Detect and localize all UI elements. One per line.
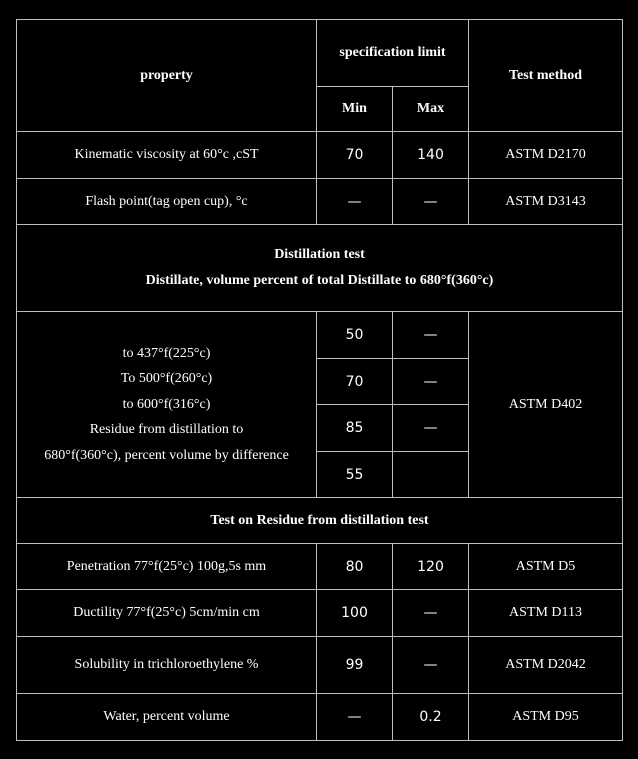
table-row [17,312,623,359]
distillation-method-cell: ASTM D402 [469,312,623,498]
min-cell: 85 [317,405,393,452]
min-cell: 70 [317,359,393,405]
property-cell: Kinematic viscosity at 60°c ,cST [17,132,317,179]
min-cell: 70 [317,132,393,179]
property-cell: Flash point(tag open cup), °c [17,179,317,225]
residue-section-header: Test on Residue from distillation test [17,498,623,544]
distillation-title: Distillation test [274,247,365,262]
distillation-line: to 437°f(225°c) [122,345,211,361]
min-cell: — [317,694,393,741]
header-test-method: Test method [469,20,623,132]
table-row [17,637,623,694]
min-cell: 100 [317,590,393,637]
min-cell: — [317,179,393,225]
max-cell: 140 [393,132,469,179]
header-spec-limit: specification limit [317,20,469,87]
table-row [17,590,623,637]
method-cell: ASTM D113 [469,590,623,637]
min-cell: 55 [317,452,393,498]
method-cell: ASTM D95 [469,694,623,741]
max-cell: 120 [393,544,469,590]
max-cell: — [393,590,469,637]
max-cell [393,452,469,498]
distillation-line: Residue from distillation to [89,422,244,438]
method-cell: ASTM D5 [469,544,623,590]
min-cell: 50 [317,312,393,359]
min-cell: 80 [317,544,393,590]
table-row [17,132,623,179]
max-cell: — [393,359,469,405]
property-cell: Water, percent volume [17,694,317,741]
table-row [17,694,623,741]
min-cell: 99 [317,637,393,694]
table-row [17,179,623,225]
property-cell: Ductility 77°f(25°c) 5cm/min cm [17,590,317,637]
method-cell: ASTM D2170 [469,132,623,179]
distillation-line: to 600°f(316°c) [122,396,211,412]
header-max: Max [393,87,469,132]
property-cell: Solubility in trichloroethylene % [17,637,317,694]
distillation-line: 680°f(360°c), percent volume by difference [44,447,289,463]
max-cell: — [393,312,469,359]
table-row [17,544,623,590]
max-cell: — [393,637,469,694]
distillation-line: To 500°f(260°c) [120,371,213,387]
max-cell: — [393,179,469,225]
max-cell: 0.2 [393,694,469,741]
method-cell: ASTM D3143 [469,179,623,225]
max-cell: — [393,405,469,452]
specification-table [16,19,623,741]
header-min: Min [317,87,393,132]
distillation-property-cell [17,312,317,498]
property-cell: Penetration 77°f(25°c) 100g,5s mm [17,544,317,590]
distillation-subtitle: Distillate, volume percent of total Distillate to 680°f(360°c) [145,273,494,288]
header-property: property [17,20,317,132]
distillation-section-header [17,225,623,312]
method-cell: ASTM D2042 [469,637,623,694]
